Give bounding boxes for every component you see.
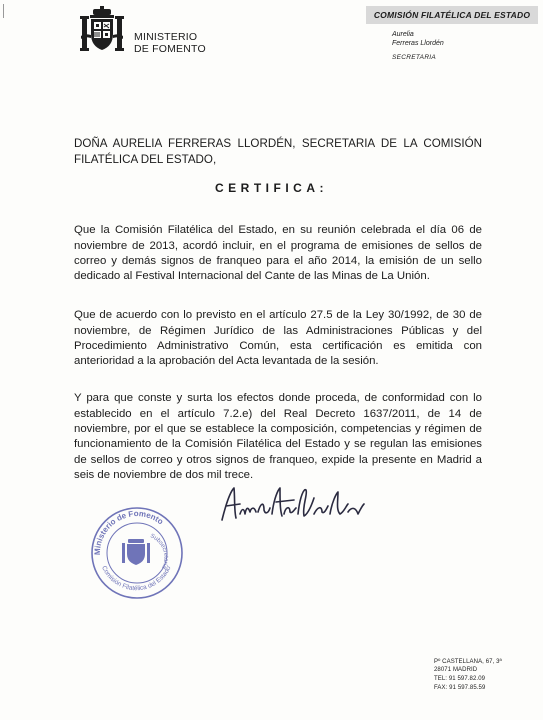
address-city: 28071 MADRID <box>434 667 478 674</box>
signatory-name <box>392 30 538 48</box>
issuing-unit-box <box>366 6 538 78</box>
coat-of-arms-icon <box>80 6 124 58</box>
stamp-side-text: Subsecretaría <box>149 533 169 570</box>
stamp-outer-text: Ministerio de Fomento <box>92 509 165 556</box>
ministry-line-2: DE FOMENTO <box>134 43 206 55</box>
paragraph-3: Y para que conste y surta los efectos donde proceda, de conformidad con lo establecido en el artículo 7.2.e) del Real Decreto 1637/2011, de 14 de noviembre, por el que se establece la composición, competencias y régimen de funcionamiento de la Comisión Filatélica del Estado y se regulan las emisiones de sellos de correo y otros signos de franqueo, expide la presente en Madrid a seis de noviembre de dos mil trece. <box>74 392 482 481</box>
signatory-role: SECRETARIA <box>392 54 437 61</box>
certificate-heading: CERTIFICA: <box>215 181 328 195</box>
office-address <box>434 658 502 692</box>
ministry-line-1: MINISTERIO <box>134 31 198 43</box>
unit-title: COMISIÓN FILATÉLICA DEL ESTADO <box>366 6 538 24</box>
address-street: Pº CASTELLANA, 67, 3ª <box>434 659 502 665</box>
address-fax: FAX: 91 597.85.59 <box>434 684 486 691</box>
address-phone: TEL: 91 597.82.09 <box>434 676 486 683</box>
signatory-surnames: Ferreras Llordén <box>392 40 444 47</box>
ministry-name <box>134 31 206 55</box>
paragraph-1: Que la Comisión Filatélica del Estado, en su reunión celebrada el día 06 de noviembre de 2013, acordó incluir, en el programa de emisiones de sellos de correo y demás signos de franqueo para el año 2014, la emisión de un sello dedicado al Festival Internacional del Cante de las Minas de La Unión. <box>74 224 482 283</box>
addressee: DOÑA AURELIA FERRERAS LLORDÉN, SECRETARIA DE LA COMISIÓN FILATÉLICA DEL ESTADO, <box>74 137 482 166</box>
signatory-first-name: Aurelia <box>392 31 414 38</box>
handwritten-signature <box>218 484 366 528</box>
paragraph-2: Que de acuerdo con lo previsto en el artículo 27.5 de la Ley 30/1992, de 30 de noviembre, de Régimen Jurídico de las Administraciones Públicas y del Procedimiento Administrativo Común, esta certificación es emitida con anterioridad a la aprobación del Acta levantada de la sesión. <box>74 309 482 368</box>
stamp-crest-icon <box>122 539 150 565</box>
stamp-bottom-text: Comisión Filatélica del Estado <box>100 564 173 593</box>
binding-mark <box>3 4 8 18</box>
official-stamp <box>88 505 186 601</box>
svg-text:Subsecretaría <box>149 533 168 570</box>
